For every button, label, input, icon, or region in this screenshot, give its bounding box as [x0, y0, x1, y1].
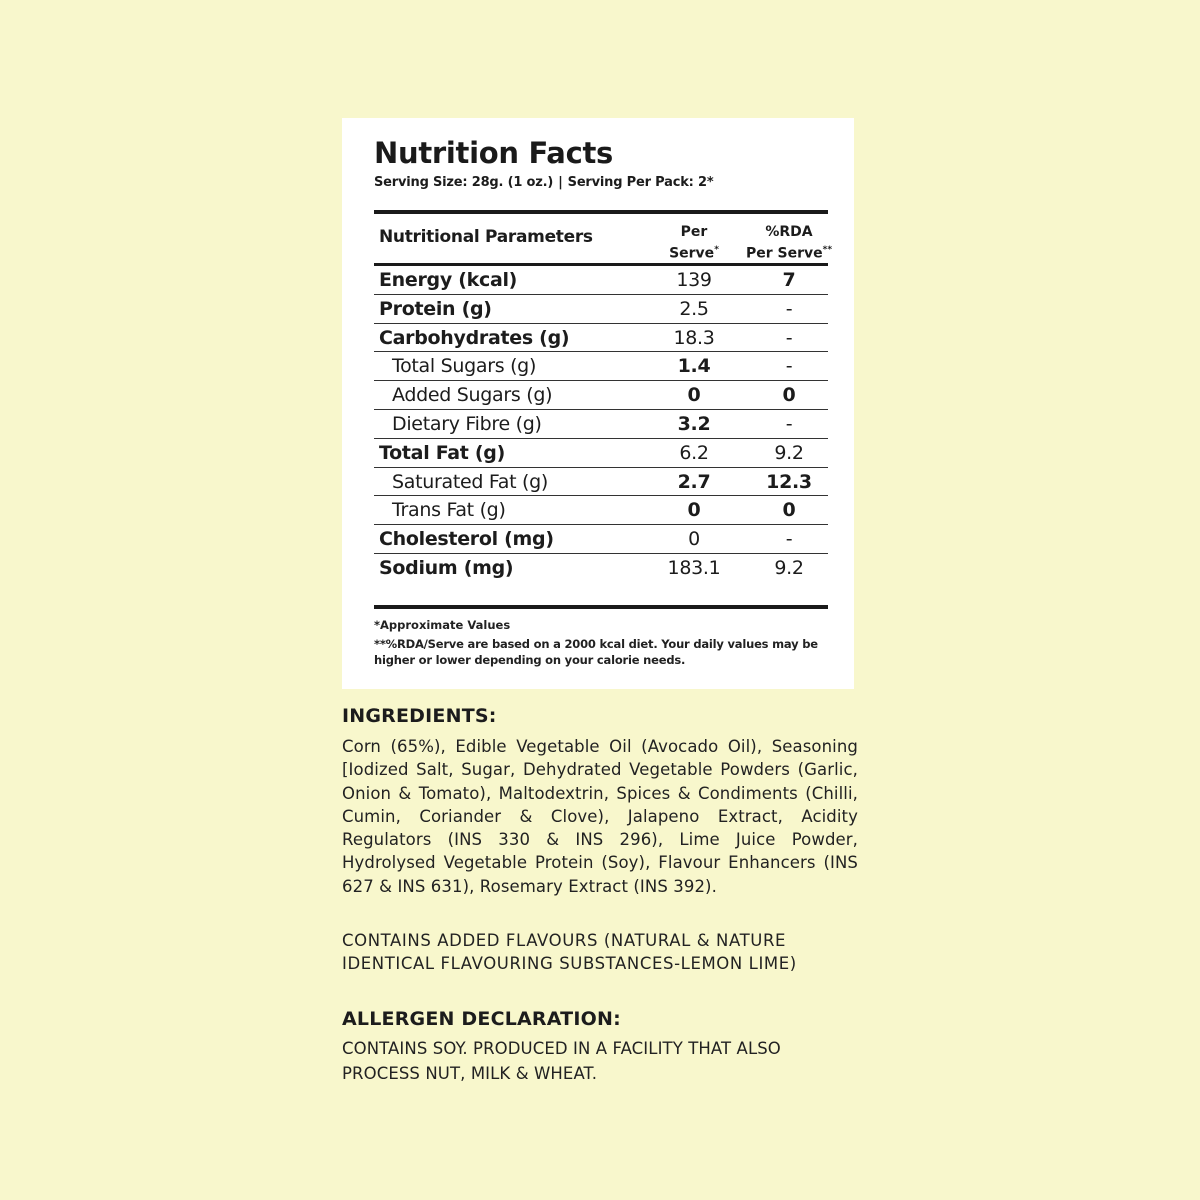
table-row — [374, 496, 828, 525]
table-row — [374, 410, 828, 439]
serving-info — [374, 175, 713, 190]
row-rda: - — [785, 355, 793, 378]
row-rda: 12.3 — [766, 470, 812, 493]
footnote-rda: **%RDA/Serve are based on a 2000 kcal diet. Your daily values may be higher or lower depending on your calorie needs. — [374, 637, 818, 667]
header-per-line2 — [664, 241, 724, 263]
row-name: Total Sugars (g) — [392, 355, 537, 378]
nutrition-rows — [374, 266, 828, 586]
row-rda: 0 — [782, 499, 796, 522]
header-param: Nutritional Parameters — [379, 227, 593, 247]
table-row — [374, 352, 828, 381]
row-per-serve: 2.7 — [677, 470, 711, 493]
row-name: Saturated Fat (g) — [392, 470, 548, 493]
row-per-serve: 18.3 — [673, 326, 715, 349]
header-rda-line1: %RDA — [765, 224, 813, 240]
header-per-word: Serve — [669, 245, 715, 262]
header-per-mark: * — [714, 245, 719, 255]
row-rda: 9.2 — [774, 441, 804, 464]
bottom-divider — [374, 605, 828, 609]
header-rda-word: Per Serve — [745, 245, 823, 262]
row-rda: - — [785, 528, 793, 551]
row-name: Total Fat (g) — [379, 441, 505, 464]
table-row — [374, 324, 828, 353]
serving-size: Serving Size: 28g. (1 oz.) — [374, 175, 554, 190]
row-per-serve: 0 — [688, 528, 700, 551]
table-row — [374, 468, 828, 497]
header-rda-mark: ** — [822, 245, 833, 255]
table-row — [374, 381, 828, 410]
table-row — [374, 266, 828, 295]
allergen-text: CONTAINS SOY. PRODUCED IN A FACILITY THAT ALSO PROCESS NUT, MILK & WHEAT. — [342, 1039, 781, 1083]
ingredients-title: INGREDIENTS: — [342, 705, 497, 727]
row-name: Sodium (mg) — [379, 556, 514, 579]
row-name: Dietary Fibre (g) — [392, 412, 542, 435]
table-header — [374, 214, 833, 262]
row-rda: - — [785, 326, 793, 349]
row-name: Energy (kcal) — [379, 269, 518, 291]
header-per-line1: Per — [680, 224, 708, 240]
header-rda — [734, 223, 844, 263]
footnote-approx: *Approximate Values — [374, 618, 511, 632]
serving-separator: | — [558, 175, 563, 190]
row-name: Trans Fat (g) — [392, 499, 506, 522]
row-rda: 0 — [782, 384, 796, 407]
row-per-serve: 1.4 — [677, 355, 711, 378]
row-name: Carbohydrates (g) — [379, 326, 570, 349]
row-rda: - — [785, 412, 793, 435]
ingredients-text: Corn (65%), Edible Vegetable Oil (Avocado Oil), Seasoning [Iodized Salt, Sugar, Dehydrated Vegetable Powders (Garlic, Onion & Tomato), Maltodextrin, Spices & Condiments (Chilli, Cumin, Coriander & Clove), Jalapeno Extract, Acidity Regulators (INS 330 & INS 296), Lime Juice Powder, Hydrolysed Vegetable Protein (Soy), Flavour Enhancers (INS 627 & INS 631), Rosemary Extract (INS 392). — [342, 737, 858, 896]
nutrition-facts-panel — [342, 118, 854, 689]
row-per-serve: 2.5 — [679, 297, 709, 320]
table-row — [374, 525, 828, 554]
allergen-title: ALLERGEN DECLARATION: — [342, 1008, 621, 1030]
header-rda-line2 — [734, 241, 844, 263]
nutrition-title: Nutrition Facts — [374, 136, 613, 170]
row-rda: 9.2 — [774, 556, 804, 579]
serving-per-pack: Serving Per Pack: 2* — [567, 175, 714, 190]
row-per-serve: 0 — [687, 384, 701, 407]
header-per-serve — [664, 223, 724, 263]
table-row — [374, 554, 828, 586]
row-name: Protein (g) — [379, 297, 492, 320]
row-per-serve: 3.2 — [677, 412, 711, 435]
row-per-serve: 6.2 — [679, 441, 709, 464]
row-name: Added Sugars (g) — [392, 384, 553, 407]
table-row — [374, 295, 828, 324]
row-rda: - — [785, 297, 793, 320]
row-per-serve: 0 — [687, 499, 701, 522]
row-rda: 7 — [782, 269, 796, 291]
row-per-serve: 139 — [676, 269, 712, 291]
row-per-serve: 183.1 — [667, 556, 721, 579]
table-row — [374, 439, 828, 468]
row-name: Cholesterol (mg) — [379, 528, 554, 551]
flavours-note: CONTAINS ADDED FLAVOURS (NATURAL & NATURE IDENTICAL FLAVOURING SUBSTANCES-LEMON LIME) — [342, 931, 797, 974]
